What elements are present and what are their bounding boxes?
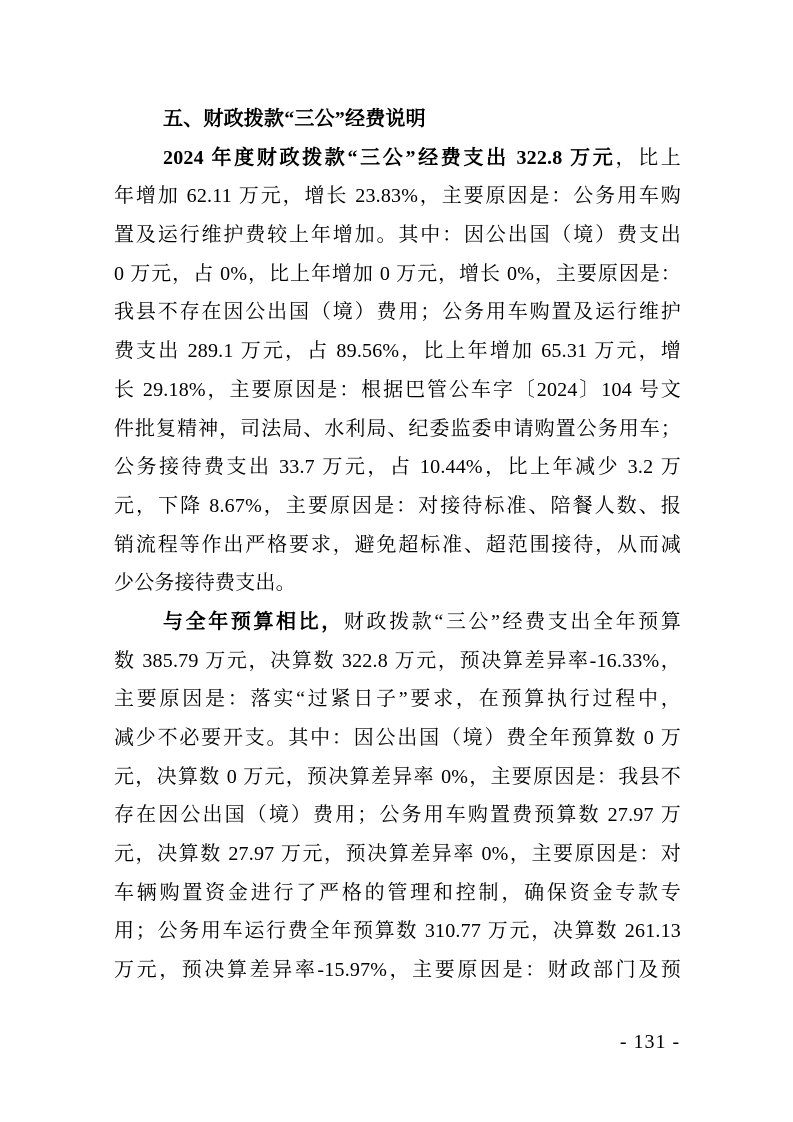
text-line [114,603,681,642]
text-segment: 年增加 62.11 万元，增长 23.83%，主要原因是：公务用车购 [114,185,681,208]
text-line [114,177,681,216]
text-line [114,139,681,178]
text-segment: 财政拨款“三公”经费支出全年预算 [343,610,681,633]
text-line [114,332,681,371]
text-segment: 元，决算数 27.97 万元，预决算差异率 0%，主要原因是：对 [114,843,681,866]
text-line [114,912,681,951]
text-line [114,255,681,294]
text-line [114,758,681,797]
text-segment: 少公务接待费支出。 [114,572,296,595]
text-line [114,526,681,565]
text-line [114,410,681,449]
text-line [114,680,681,719]
text-segment: 元，决算数 0 万元，预决算差异率 0%，主要原因是：我县不 [114,765,681,788]
text-segment: 销流程等作出严格要求，避免超标准、超范围接待，从而减 [114,533,681,556]
text-segment: 万元，预决算差异率-15.97%，主要原因是：财政部门及预 [114,959,681,982]
text-segment: 用；公务用车运行费全年预算数 310.77 万元，决算数 261.13 [114,920,681,943]
text-segment-bold: 五、财政拨款“三公”经费说明 [163,108,426,130]
text-segment: 件批复精神，司法局、水利局、纪委监委申请购置公务用车； [114,417,681,440]
text-line [114,835,681,874]
text-segment: 减少不必要开支。其中：因公出国（境）费全年预算数 0 万 [114,727,681,749]
text-line [114,487,681,526]
text-block [114,100,681,990]
text-segment: 数 385.79 万元，决算数 322.8 万元，预决算差异率-16.33%， [114,649,681,672]
text-segment: 0 万元，占 0%，比上年增加 0 万元，增长 0%，主要原因是： [114,262,681,285]
text-segment: 元，下降 8.67%，主要原因是：对接待标准、陪餐人数、报 [114,494,681,517]
text-segment: 置及运行维护费较上年增加。其中：因公出国（境）费支出 [114,224,681,247]
text-segment: 存在因公出国（境）费用；公务用车购置费预算数 27.97 万 [114,804,681,827]
text-segment: 长 29.18%，主要原因是：根据巴管公车字〔2024〕104 号文 [114,378,681,401]
text-line [114,874,681,913]
text-segment-bold: 与全年预算相比， [163,610,344,633]
text-segment: 公务接待费支出 33.7 万元，占 10.44%，比上年减少 3.2 万 [114,456,681,479]
text-segment: ，比上 [615,146,681,169]
text-line [114,216,681,255]
text-line [114,719,681,758]
text-line [114,100,681,139]
text-line [114,951,681,990]
text-line [114,796,681,835]
text-line [114,293,681,332]
text-segment: 费支出 289.1 万元，占 89.56%，比上年增加 65.31 万元，增 [114,340,681,363]
text-segment: 主要原因是：落实“过紧日子”要求，在预算执行过程中， [114,688,681,711]
text-segment: 我县不存在因公出国（境）费用；公务用车购置及运行维护 [114,301,681,324]
text-segment-bold: 2024 年度财政拨款“三公”经费支出 322.8 万元 [163,146,616,169]
text-line [114,448,681,487]
page-number: - 131 - [619,1031,681,1053]
text-line [114,371,681,410]
text-line [114,564,681,603]
text-segment: 车辆购置资金进行了严格的管理和控制，确保资金专款专 [114,881,681,904]
text-line [114,642,681,681]
